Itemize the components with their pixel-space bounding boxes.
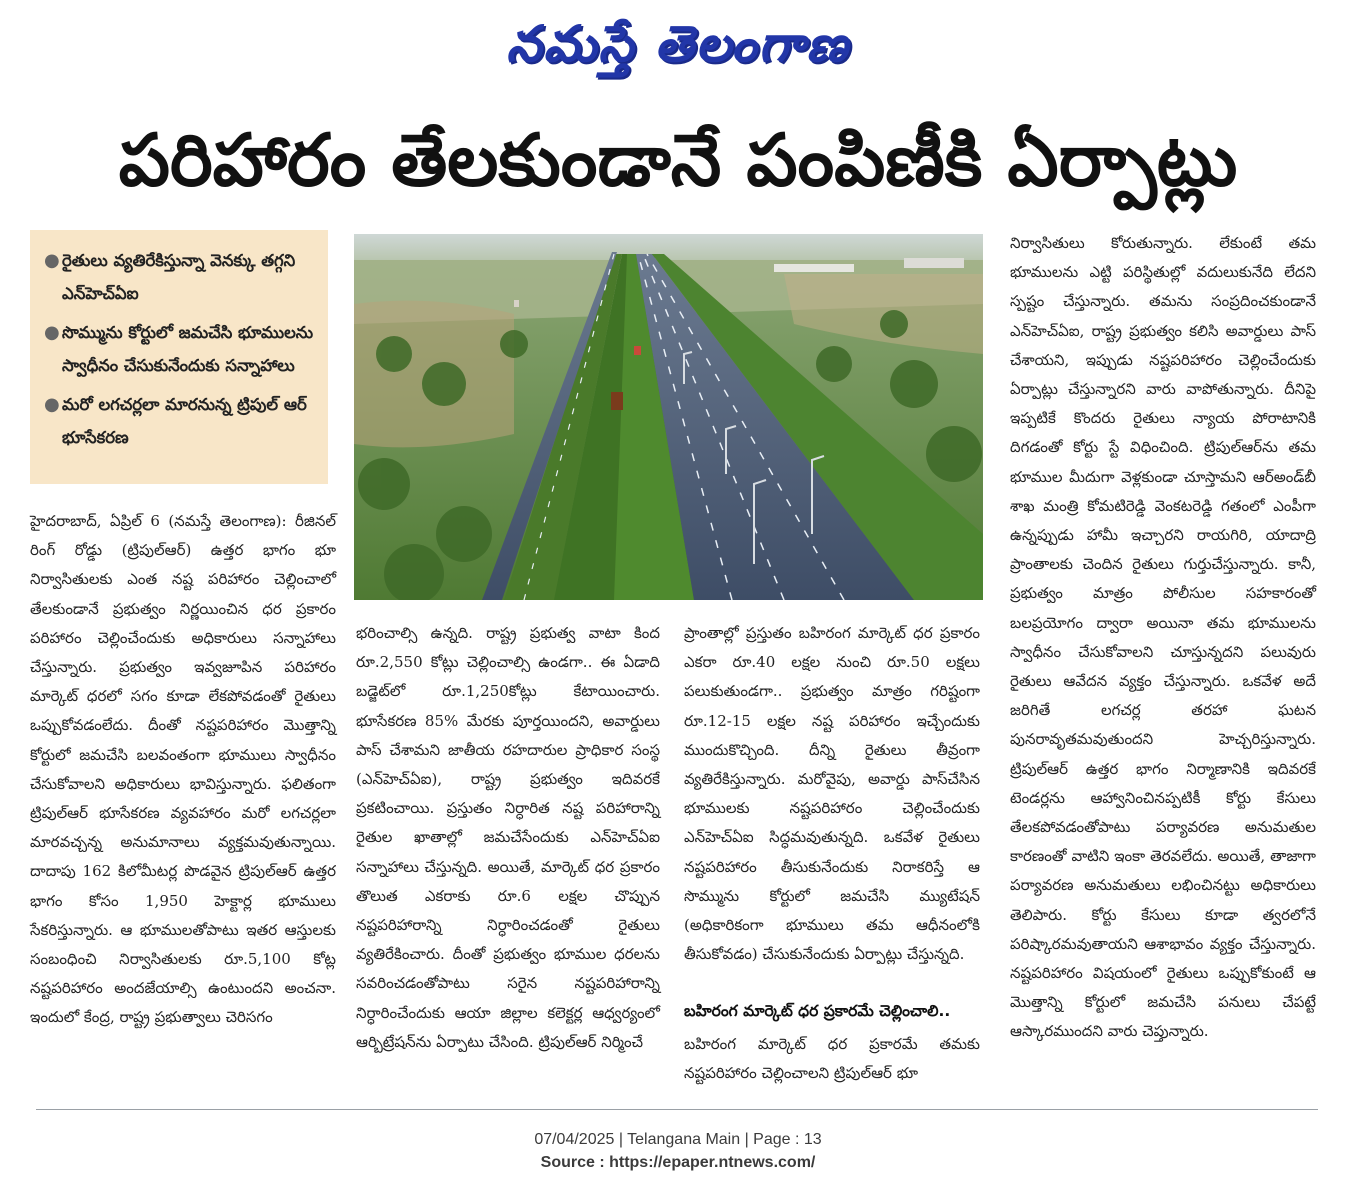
- article-headline: పరిహారం తేలకుండానే పంపిణీకి ఏర్పాట్లు: [118, 118, 1238, 202]
- highway-aerial-photo: [354, 234, 983, 600]
- article-paragraph: హైదరాబాద్‌, ఏప్రిల్‌ 6 (నమస్తే తెలంగాణ): రీజినల్‌ రింగ్‌ రోడ్డు (ట్రిపుల్‌ఆర్‌) ఉత్తర భాగం భూ నిర్వాసితులకు ఎంత నష్ట పరిహారం చెల్లించాలో తేలకుండానే ప్రభుత్వం నిర్ణయించిన ధర ప్రకారం పరిహారం చెల్లించేందుకు అధికారులు సన్నాహాలు చేస్తున్నారు. ప్రభుత్వం ఇవ్వజూపిన పరిహారం మార్కెట్‌ ధరలో సగం కూడా లేకపోవడంతో రైతులు ఒప్పుకోవడంలేదు. దీంతో నష్టపరిహారం మొత్తాన్ని కోర్టులో జమచేసి బలవంతంగా భూములు స్వాధీనం చేసుకోవాలని అధికారులు భావిస్తున్నారు. ఫలితంగా ట్రిపుల్‌ఆర్‌ భూసేకరణ వ్యవహారం మరో లగచర్లలా మారవచ్చన్న అనుమానాలు వ్యక్తమవుతున్నాయి. దాదాపు 162 కిలోమీటర్ల పొడవైన ట్రిపుల్‌ఆర్‌ ఉత్తర భాగం కోసం 1,950 హెక్టార్ల భూములు సేకరిస్తున్నారు. ఆ భూములతోపాటు ఇతర ఆస్తులకు సంబంధించి నిర్వాసితులకు రూ.5,100 కోట్ల నష్టపరిహారం అందజేయాల్సి ఉంటుందని అంచనా. ఇందులో కేంద్ర, రాష్ట్ర ప్రభుత్వాలు చెరిసగం: [30, 512, 336, 1027]
- highlights-box: [30, 230, 328, 484]
- article-subheading: బహిరంగ మార్కెట్‌ ధర ప్రకారమే చెల్లించాలి..: [684, 1002, 951, 1020]
- highlight-text: రైతులు వ్యతిరేకిస్తున్నా వెనక్కు తగ్గని ఎన్‌హెచ్‌ఏఐ: [62, 251, 296, 303]
- footer-divider: [36, 1109, 1318, 1110]
- newspaper-masthead: నమస్తే తెలంగాణ: [506, 15, 850, 73]
- article-column-2: [356, 619, 660, 1057]
- bullet-icon: ●: [44, 250, 60, 271]
- footer-source-link[interactable]: Source : https://epaper.ntnews.com/: [540, 1154, 816, 1171]
- article-column-3: [684, 619, 980, 969]
- article-column-4: [1010, 229, 1316, 1047]
- highlight-text: మరో లగచర్లలా మారనున్న ట్రిపుల్‌ ఆర్‌ భూసేకరణ: [62, 395, 307, 447]
- highlight-item: [44, 316, 318, 382]
- article-paragraph: ప్రాంతాల్లో ప్రస్తుతం బహిరంగ మార్కెట్‌ ధర ప్రకారం ఎకరా రూ.40 లక్షల నుంచి రూ.50 లక్షలు పలుకుతుండగా.. ప్రభుత్వం మాత్రం గరిష్టంగా రూ.12-15 లక్షల నష్ట పరిహారం ఇచ్చేందుకు ముందుకొచ్చింది. దీన్ని రైతులు తీవ్రంగా వ్యతిరేకిస్తున్నారు. మరోవైపు, అవార్డు పాస్‌చేసిన భూములకు నష్టపరిహారం చెల్లించేందుకు ఎన్‌హెచ్‌ఏఐ సిద్ధమవుతున్నది. ఒకవేళ రైతులు నష్టపరిహారం తీసుకునేందుకు నిరాకరిస్తే ఆ సొమ్మును కోర్టులో జమచేసి మ్యుటేషన్‌ (అధికారికంగా భూములు తమ ఆధీనంలోకి తీసుకోవడం) చేసుకునేందుకు ఏర్పాట్లు చేస్తున్నది.: [684, 624, 980, 964]
- highlight-item: [44, 388, 318, 454]
- highlight-text: సొమ్మును కోర్టులో జమచేసి భూములను స్వాధీనం చేసుకునేందుకు సన్నాహాలు: [62, 323, 314, 375]
- highlight-item: [44, 244, 318, 310]
- article-paragraph: భరించాల్సి ఉన్నది. రాష్ట్ర ప్రభుత్వ వాటా కింద రూ.2,550 కోట్లు చెల్లించాల్సి ఉండగా.. ఈ ఏడాది బడ్జెట్‌లో రూ.1,250కోట్లు కేటాయించారు. భూసేకరణ 85% మేరకు పూర్తయిందని, అవార్డులు పాస్‌ చేశామని జాతీయ రహదారుల ప్రాధికార సంస్థ (ఎన్‌హెచ్‌ఏఐ), రాష్ట్ర ప్రభుత్వం ఇదివరకే ప్రకటించాయి. ప్రస్తుతం నిర్ధారిత నష్ట పరిహారాన్ని రైతుల ఖాతాల్లో జమచేసేందుకు ఎన్‌హెచ్‌ఏఐ సన్నాహాలు చేస్తున్నది. అయితే, మార్కెట్‌ ధర ప్రకారం తొలుత ఎకరాకు రూ.6 లక్షల చొప్పున నష్టపరిహారాన్ని నిర్ధారించడంతో రైతులు వ్యతిరేకించారు. దీంతో ప్రభుత్వం భూముల ధరలను సవరించడంతోపాటు సరైన నష్టపరిహారాన్ని నిర్ధారించేందుకు ఆయా జిల్లాల కలెక్టర్ల ఆధ్వర్యంలో ఆర్బిట్రేషన్‌ను ఏర్పాటు చేసింది. ట్రిపుల్‌ఆర్‌ నిర్మించే: [356, 624, 660, 1051]
- article-paragraph: బహిరంగ మార్కెట్‌ ధర ప్రకారమే తమకు నష్టపరిహారం చెల్లించాలని ట్రిపుల్‌ఆర్‌ భూ: [684, 1035, 980, 1083]
- bullet-icon: ●: [44, 322, 60, 343]
- bullet-icon: ●: [44, 394, 60, 415]
- article-paragraph: నిర్వాసితులు కోరుతున్నారు. లేకుంటే తమ భూములను ఎట్టి పరిస్థితుల్లో వదులుకునేది లేదని స్పష్టం చేస్తున్నారు. తమను సంప్రదించకుండానే ఎన్‌హెచ్‌ఏఐ, రాష్ట్ర ప్రభుత్వం కలిసి అవార్డులు పాస్‌ చేశాయని, ఇప్పుడు నష్టపరిహారం చెల్లించేందుకు ఏర్పాట్లు చేస్తున్నారని వారు వాపోతున్నారు. దీనిపై ఇప్పటికే కొందరు రైతులు న్యాయ పోరాటానికి దిగడంతో కోర్టు స్టే విధించింది. ట్రిపుల్‌ఆర్‌ను తమ భూముల మీదుగా వెళ్లకుండా చూస్తామని ఆర్‌అండ్‌బీ శాఖ మంత్రి కోమటిరెడ్డి వెంకటరెడ్డి గతంలో ఎంపీగా ఉన్నప్పుడు హామీ ఇచ్చారని రాయగిరి, యాదాద్రి ప్రాంతాలకు చెందిన రైతులు గుర్తుచేస్తున్నారు. కానీ, ప్రభుత్వం మాత్రం పోలీసుల సహకారంతో బలప్రయోగం ద్వారా అయినా తమ భూములను స్వాధీనం చేసుకోవాలని చూస్తున్నదని పలువురు రైతులు ఆవేదన వ్యక్తం చేస్తున్నారు. ఒకవేళ అదే జరిగితే లగచర్ల తరహా ఘటన పునరావృతమవుతుందని హెచ్చరిస్తున్నారు. ట్రిపుల్‌ఆర్‌ ఉత్తర భాగం నిర్మాణానికి ఇదివరకే టెండర్లను ఆహ్వానించినప్పటికీ కోర్టు కేసులు తేలకపోవడంతోపాటు పర్యావరణ అనుమతుల కారణంతో వాటిని ఇంకా తెరవలేదు. అయితే, తాజాగా పర్యావరణ అనుమతులు లభించినట్టు అధికారులు తెలిపారు. కోర్టు కేసులు కూడా త్వరలోనే పరిష్కారమవుతాయని ఆశాభావం వ్యక్తం చేస్తున్నారు. నష్టపరిహారం విషయంలో రైతులు ఒప్పుకోకుంటే ఆ మొత్తాన్ని కోర్టులో జమచేసి పనులు చేపట్టే ఆస్కారముందని వారు చెప్తున్నారు.: [1010, 234, 1316, 1041]
- footer-date-page: 07/04/2025 | Telangana Main | Page : 13: [534, 1131, 822, 1148]
- article-column-1: [30, 507, 336, 1033]
- article-column-3-continued: [684, 1030, 980, 1088]
